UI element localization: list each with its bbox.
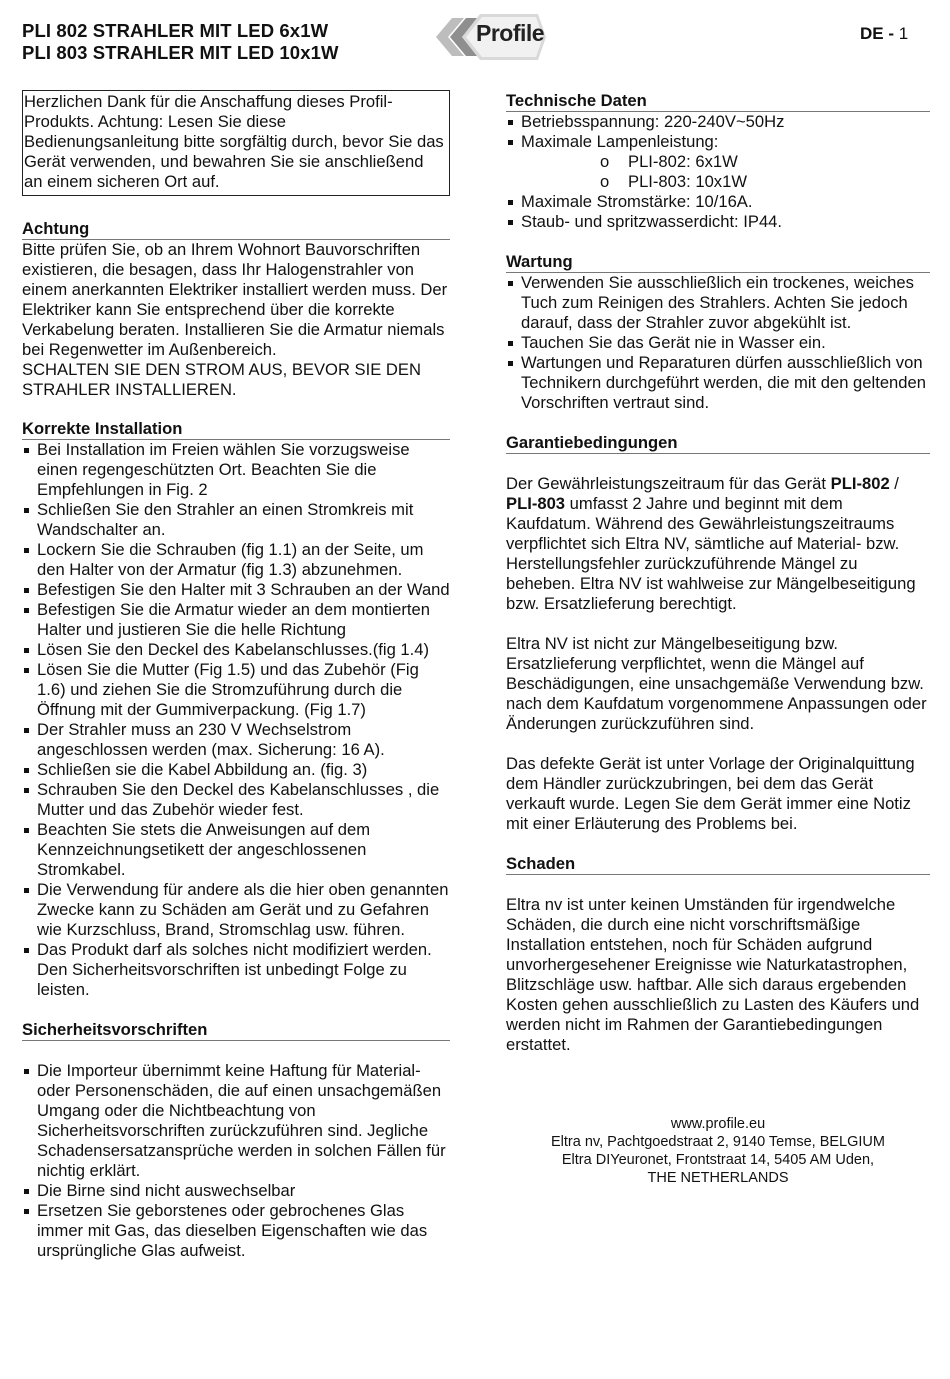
list-item: Verwenden Sie ausschließlich ein trockenes, weiches Tuch zum Reinigen des Strahlers. Achten Sie jedoch darauf, dass der Strahler zuvor abgekühlt ist. — [506, 273, 930, 333]
schaden-text: Eltra nv ist unter keinen Umständen für irgendwelche Schäden, die durch eine nicht vorschriftsmäßige Installation entstehen, noch für Schäden aufgrund unvorhergesehener Ereignisse wie Naturkatastrophen, Blitzschläge usw. haftbar. Alle sich daraus ergebenden Kosten gehen ausschließlich zu Lasten des Käufers und werden nicht im Rahmen der Garantiebedingungen erstattet. — [506, 895, 920, 1054]
list-item: Bei Installation im Freien wählen Sie vorzugsweise einen regengeschützten Ort. Beachten Sie die Empfehlungen in Fig. 2 — [22, 440, 450, 500]
list-item: Wartungen und Reparaturen dürfen ausschließlich von Technikern durchgeführt werden, die mit den geltenden Vorschriften vertraut sind. — [506, 353, 930, 413]
garantie-text-c: umfasst 2 Jahre und beginnt mit dem Kaufdatum. Während des Gewährleistungszeitraums verpflichtet sich Eltra NV, sämtliche auf Material- bzw. Herstellungsfehler zurückzuführende Mängel zu beheben. Eltra NV ist wahlweise zur Mängelbeseitigung bzw. Ersatzlieferung berechtigt. — [506, 494, 916, 613]
model-803-label: PLI-803 — [506, 494, 566, 513]
footer-line-2: Eltra DIYeuronet, Frontstraat 14, 5405 AM Uden, — [561, 1152, 875, 1168]
footer-line-3: THE NETHERLANDS — [647, 1170, 789, 1186]
list-item: Lösen Sie den Deckel des Kabelanschlusses.(fig 1.4) — [22, 640, 450, 660]
sicherheit-heading: Sicherheitsvorschriften — [22, 1020, 450, 1041]
list-item: Das Produkt darf als solches nicht modifiziert werden. Den Sicherheitsvorschriften ist unbedingt Folge zu leisten. — [22, 940, 450, 1000]
footer-address — [506, 1115, 930, 1187]
list-item: Schrauben Sie den Deckel des Kabelanschlusses , die Mutter und das Zubehör wieder fest. — [22, 780, 450, 820]
model-separator: / — [889, 474, 899, 493]
list-item: Staub- und spritzwasserdicht: IP44. — [506, 212, 930, 232]
list-item: Befestigen Sie den Halter mit 3 Schrauben an der Wand — [22, 580, 450, 600]
model-802-label: PLI-802 — [830, 474, 890, 493]
wartung-heading: Wartung — [506, 252, 930, 273]
garantie-text-a: Der Gewährleistungszeitraum für das Gerät — [506, 474, 831, 493]
list-item: Schließen sie die Kabel Abbildung an. (fig. 3) — [22, 760, 450, 780]
list-item: Betriebsspannung: 220-240V~50Hz — [506, 112, 930, 132]
technisch-heading: Technische Daten — [506, 91, 930, 112]
lamp-power-label: Maximale Lampenleistung: — [521, 132, 719, 151]
list-item: Beachten Sie stets die Anweisungen auf dem Kennzeichnungsetikett der angeschlossenen Stromkabel. — [22, 820, 450, 880]
achtung-heading: Achtung — [22, 219, 450, 240]
title-line-802: PLI 802 STRAHLER MIT LED 6x1W — [22, 20, 329, 41]
achtung-caps-text: SCHALTEN SIE DEN STROM AUS, BEVOR SIE DEN STRAHLER INSTALLIEREN. — [22, 360, 421, 399]
list-item: Lockern Sie die Schrauben (fig 1.1) an der Seite, um den Halter von der Armatur (fig 1.3) abzunehmen. — [22, 540, 450, 580]
logo-wordmark: Profile — [476, 20, 545, 46]
lamp-power-sublist — [506, 152, 930, 192]
page-prefix: DE - — [860, 24, 894, 43]
schaden-heading: Schaden — [506, 854, 930, 875]
garantie-paragraph-3: Das defekte Gerät ist unter Vorlage der Originalquittung dem Händler zurückzubringen, bei dem das Gerät verkauft wurde. Legen Sie dem Gerät immer eine Notiz mit einer Erläuterung des Problems bei. — [506, 754, 915, 833]
list-item: Maximale Stromstärke: 10/16A. — [506, 192, 930, 212]
intro-box: Herzlichen Dank für die Anschaffung dieses Profil-Produkts. Achtung: Lesen Sie diese Bedienungsanleitung bitte sorgfältig durch, bevor Sie das Gerät verwenden, und bewahren Sie sie anschließend an einem sicheren Ort auf. — [22, 90, 450, 196]
right-column — [506, 91, 930, 1055]
footer-line-1: Eltra nv, Pachtgoedstraat 2, 9140 Temse, BELGIUM — [551, 1134, 885, 1150]
sub-list-item: o PLI-803: 10x1W — [506, 172, 930, 192]
list-item — [506, 132, 930, 192]
footer-website: www.profile.eu — [670, 1116, 766, 1132]
installation-list — [22, 440, 450, 1000]
technisch-list — [506, 112, 930, 232]
sicherheit-list — [22, 1061, 450, 1261]
list-item: Ersetzen Sie geborstenes oder gebrochenes Glas immer mit Gas, das dieselben Eigenschaften wie das ursprüngliche Glas aufweist. — [22, 1201, 450, 1261]
list-item: Die Importeur übernimmt keine Haftung für Material- oder Personenschäden, die auf einen unsachgemäßen Umgang oder die Nichtbeachtung von Sicherheitsvorschriften zurückzuführen sind. Jegliche Schadensersatzansprüche werden in solchen Fällen für nichtig erklärt. — [22, 1061, 450, 1181]
garantie-paragraph-2: Eltra NV ist nicht zur Mängelbeseitigung bzw. Ersatzlieferung verpflichtet, wenn die Mängel auf Beschädigungen, eine unsachgemäße Verwendung bzw. nach dem Kaufdatum vorgenommene Anpassungen oder Änderungen zurückzuführen sind. — [506, 634, 927, 733]
page-number — [860, 24, 908, 44]
garantie-heading: Garantiebedingungen — [506, 433, 930, 454]
list-item: Die Birne sind nicht auswechselbar — [22, 1181, 450, 1201]
page-number-value: 1 — [898, 24, 909, 43]
achtung-text: Bitte prüfen Sie, ob an Ihrem Wohnort Bauvorschriften existieren, die besagen, dass Ihr Halogenstrahler von einem anerkannten Elektriker installiert werden muss. Der Elektriker kann Sie entsprechend über die korrekte Verkabelung beraten. Installieren Sie die Armatur niemals bei Regenwetter im Außenbereich. — [22, 240, 448, 359]
garantie-paragraph-1 — [506, 474, 930, 614]
list-item: Die Verwendung für andere als die hier oben genannten Zwecke kann zu Schäden am Gerät und zu Gefahren wie Kurzschluss, Brand, Stromschlag usw. führen. — [22, 880, 450, 940]
list-item: Der Strahler muss an 230 V Wechselstrom angeschlossen werden (max. Sicherung: 16 A). — [22, 720, 450, 760]
installation-heading: Korrekte Installation — [22, 419, 450, 440]
title-line-803: PLI 803 STRAHLER MIT LED 10x1W — [22, 42, 339, 63]
list-item: Befestigen Sie die Armatur wieder an dem montierten Halter und justieren Sie die helle Richtung — [22, 600, 450, 640]
document-title — [22, 20, 339, 64]
left-column — [22, 90, 450, 1261]
sub-list-item: o PLI-802: 6x1W — [506, 152, 930, 172]
wartung-list — [506, 273, 930, 413]
list-item: Tauchen Sie das Gerät nie in Wasser ein. — [506, 333, 930, 353]
list-item: Lösen Sie die Mutter (Fig 1.5) und das Zubehör (Fig 1.6) und ziehen Sie die Stromzuführung durch die Öffnung mit der Gummiverpackung. (Fig 1.7) — [22, 660, 450, 720]
list-item: Schließen Sie den Strahler an einen Stromkreis mit Wandschalter an. — [22, 500, 450, 540]
